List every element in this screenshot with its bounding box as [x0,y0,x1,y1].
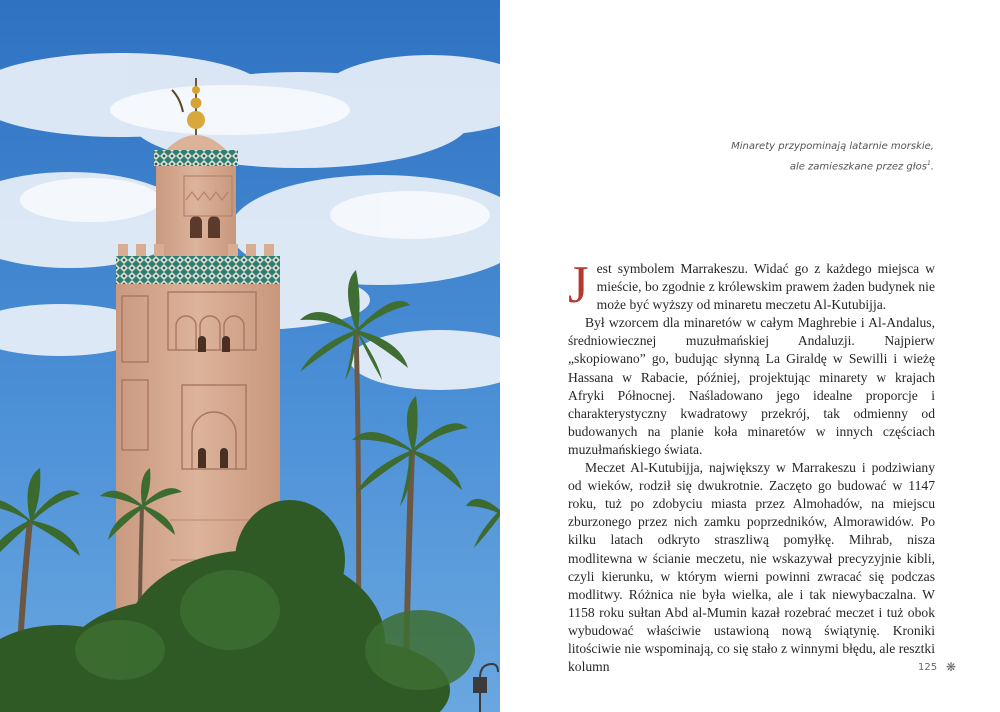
epigraph-line-2 [634,155,934,175]
epigraph-period: . [930,161,934,173]
paragraph-1 [568,256,935,314]
page-number: 125 [918,662,938,673]
epigraph-line-2-text: ale zamieszkane przez głos [789,161,927,173]
epigraph [634,138,934,175]
epigraph-line-1: Minarety przypominają latarnie morskie, [731,141,934,152]
body-text [568,256,938,676]
footnote-marker: 1 [926,160,931,167]
paragraph-2: Był wzorcem dla minaretów w całym Maghrebie i Al-Andalus, średniowiecznej muzułmańskiej Andaluzji. Najpierw „skopiowano” go, budując słynną La Giraldę w Sewilli i wieżę Hassana w Rabacie, później, projektując minarety w krajach Afryki Północnej. Naśladowano jego idealne proporcje i charakterystyczny kwadratowy przekrój, tak odmienny od budowanych na planie koła minaretów w innych częściach muzułmańskiego świata. [568,315,935,457]
paragraph-1-text: est symbolem Marrakeszu. Widać go z każdego miejsca w mieście, bo zgodnie z królewskim prawem żaden budynek nie może być wyższy od minaretu meczetu Al-Kutubijja. [596,261,935,313]
text-page [500,0,1000,712]
drop-cap: J [568,256,589,314]
flower-ornament-icon: ❋ [946,660,957,674]
paragraph-3: Meczet Al-Kutubijja, największy w Marrakeszu i podziwiany od wieków, rodził się dwukrotnie. Zaczęto go budować w 1147 roku, tuż po zdobyciu miasta przez Almohadów, na miejscu zburzonego przez nich zamku poprzedników, Almorawidów. Po kilku latach odkryto straszliwą pomyłkę. Mihrab, nisza modlitewna w ścianie meczetu, nie wskazywał precyzyjnie kibli, czyli kierunku, w którym wierni powinni zwracać się podczas modlitwy. Różnica nie była wielka, ale i tak niewybaczalna. W 1158 roku sułtan Abd al-Mumin kazał rozebrać meczet i tuż obok wybudować właściwie ustawioną nową świątynię. Kroniki litościwie nie wspominają, co się stało z winnymi błędu, ale resztki kolumn [568,460,935,675]
